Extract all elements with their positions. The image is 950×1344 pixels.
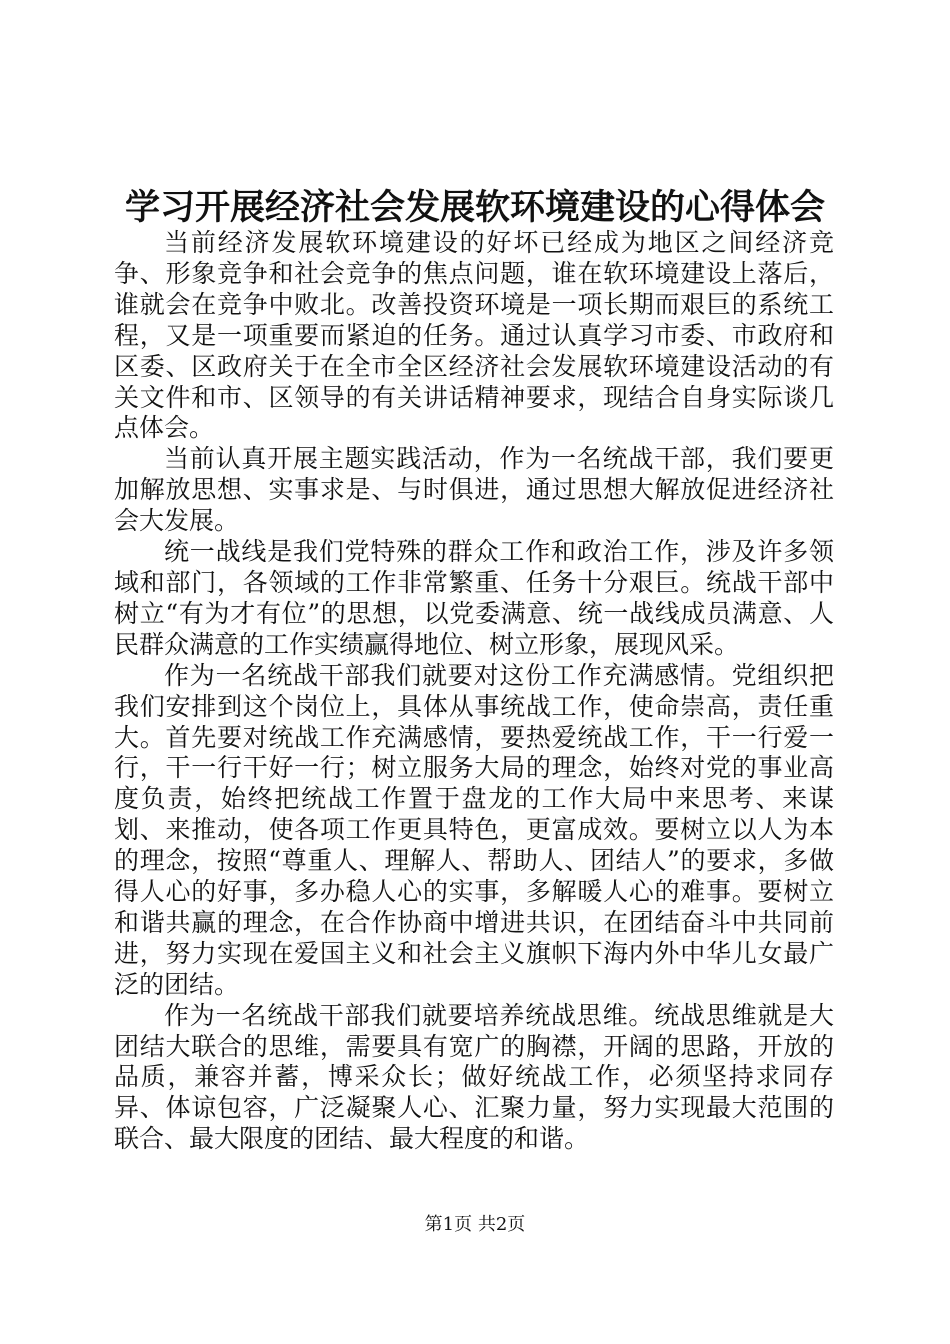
paragraph-2: 当前认真开展主题实践活动，作为一名统战干部，我们要更加解放思想、实事求是、与时俱进，通过思想大解放促进经济社会大发展。 [114, 444, 834, 536]
page-footer: 第1页 共2页 [424, 1214, 526, 1235]
document-title: 学习开展经济社会发展软环境建设的心得体会 [124, 188, 825, 228]
document-body [114, 228, 834, 1155]
paragraph-4: 作为一名统战干部我们就要对这份工作充满感情。党组织把我们安排到这个岗位上，具体从事统战工作，使命崇高，责任重大。首先要对统战工作充满感情，要热爱统战工作，干一行爱一行，干一行干好一行；树立服务大局的理念，始终对党的事业高度负责，始终把统战工作置于盘龙的工作大局中来思考、来谋划、来推动，使各项工作更具特色，更富成效。要树立以人为本的理念，按照“尊重人、理解人、帮助人、团结人”的要求，多做得人心的好事，多办稳人心的实事，多解暖人心的难事。要树立和谐共赢的理念，在合作协商中增进共识，在团结奋斗中共同前进，努力实现在爱国主义和社会主义旗帜下海内外中华儿女最广泛的团结。 [114, 660, 834, 999]
paragraph-1: 当前经济发展软环境建设的好坏已经成为地区之间经济竞争、形象竞争和社会竞争的焦点问题，谁在软环境建设上落后，谁就会在竞争中败北。改善投资环境是一项长期而艰巨的系统工程，又是一项重要而紧迫的任务。通过认真学习市委、市政府和区委、区政府关于在全市全区经济社会发展软环境建设活动的有关文件和市、区领导的有关讲话精神要求，现结合自身实际谈几点体会。 [114, 228, 834, 443]
paragraph-3: 统一战线是我们党特殊的群众工作和政治工作，涉及许多领域和部门，各领域的工作非常繁重、任务十分艰巨。统战干部中树立“有为才有位”的思想，以党委满意、统一战线成员满意、人民群众满意的工作实绩赢得地位、树立形象，展现风采。 [114, 537, 834, 659]
paragraph-5: 作为一名统战干部我们就要培养统战思维。统战思维就是大团结大联合的思维，需要具有宽广的胸襟，开阔的思路，开放的品质，兼容并蓄，博采众长；做好统战工作，必须坚持求同存异、体谅包容，广泛凝聚人心、汇聚力量，努力实现最大范围的联合、最大限度的团结、最大程度的和谐。 [114, 1000, 834, 1154]
